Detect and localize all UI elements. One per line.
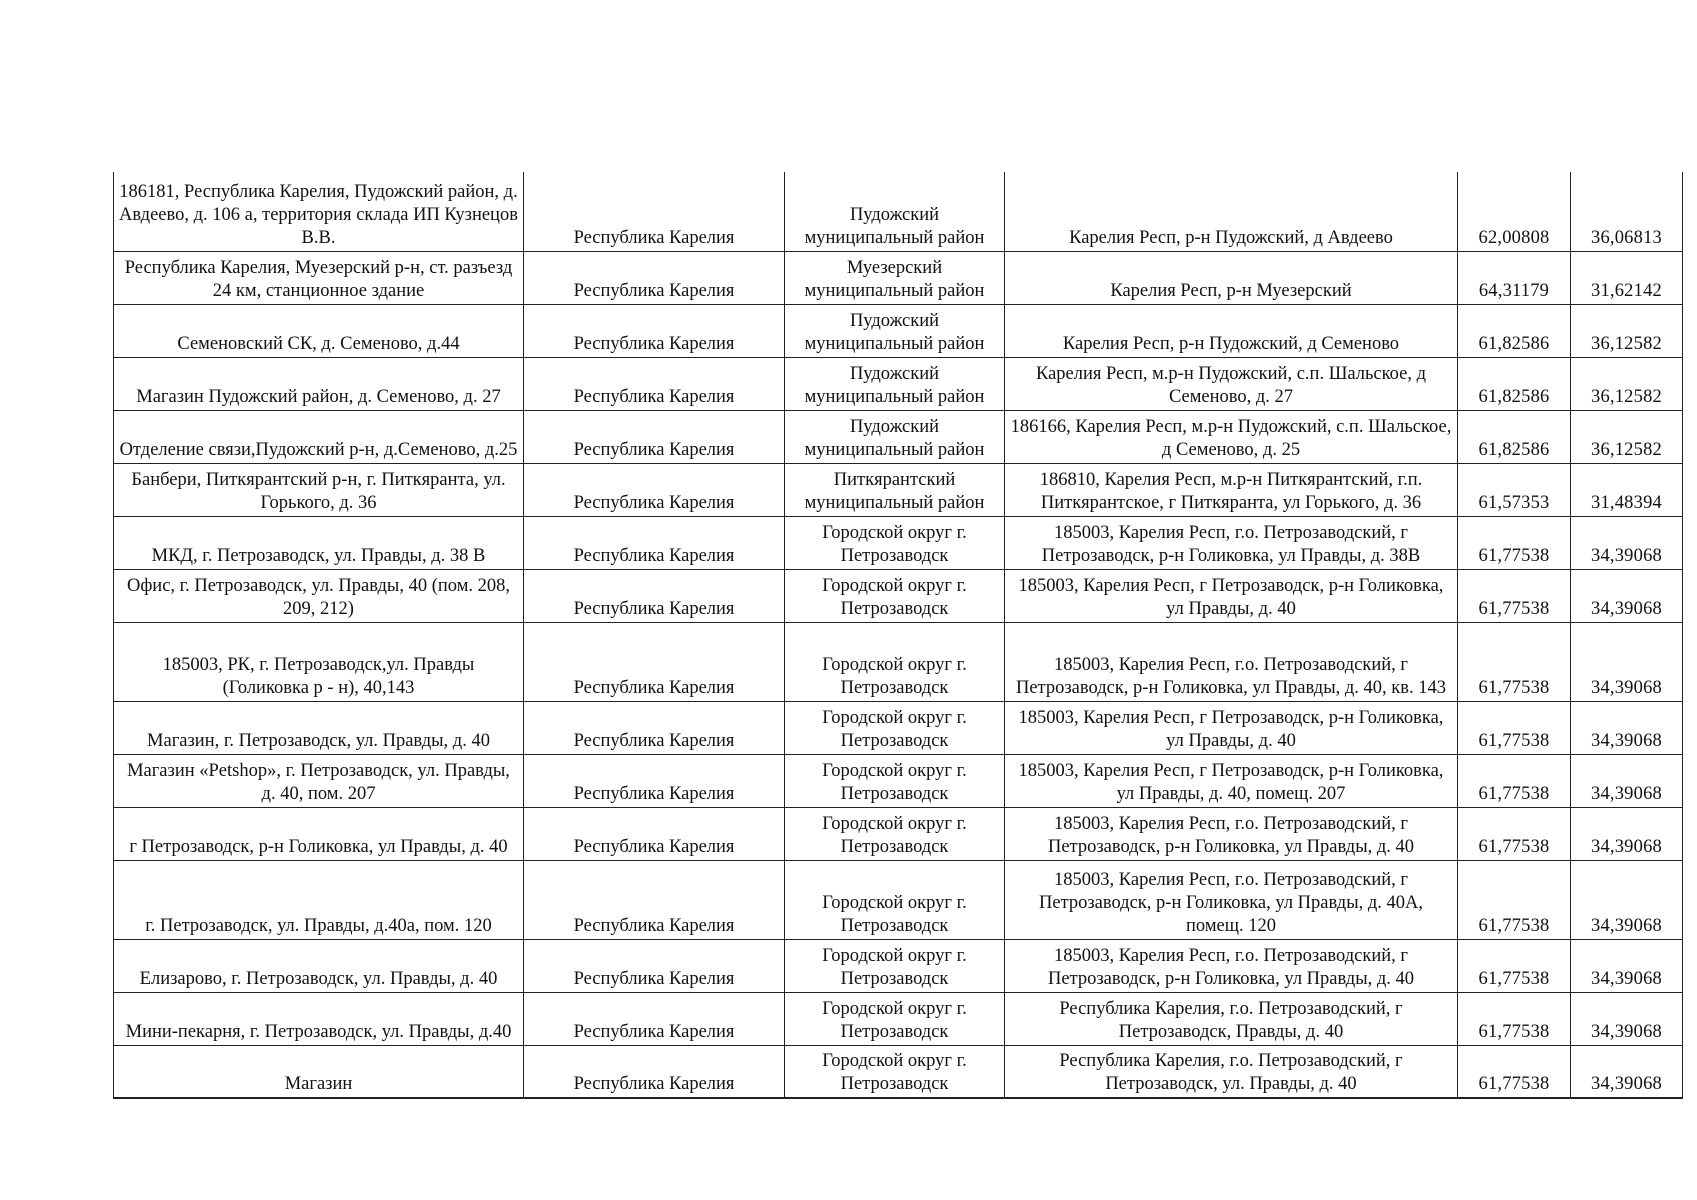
address-cell: Семеновский СК, д. Семеново, д.44 xyxy=(114,304,524,357)
address-cell: Банбери, Питкярантский р-н, г. Питкяранта, ул. Горького, д. 36 xyxy=(114,463,524,516)
normalized-address-cell: 185003, Карелия Респ, г.о. Петрозаводский, г Петрозаводск, р-н Голиковка, ул Правды, д. 40 xyxy=(1005,807,1458,860)
region-cell: Республика Карелия xyxy=(524,939,785,992)
normalized-address-cell: 185003, Карелия Респ, г Петрозаводск, р-н Голиковка, ул Правды, д. 40, помещ. 207 xyxy=(1005,754,1458,807)
region-cell: Республика Карелия xyxy=(524,754,785,807)
normalized-address-cell: 185003, Карелия Респ, г Петрозаводск, р-н Голиковка, ул Правды, д. 40 xyxy=(1005,701,1458,754)
region-cell: Республика Карелия xyxy=(524,463,785,516)
region-cell: Республика Карелия xyxy=(524,569,785,622)
district-cell: Пудожский муниципальный район xyxy=(785,357,1005,410)
district-cell: Городской округ г. Петрозаводск xyxy=(785,516,1005,569)
address-cell: Магазин xyxy=(114,1045,524,1098)
table-row xyxy=(114,992,1683,1045)
latitude-cell: 61,57353 xyxy=(1458,463,1571,516)
normalized-address-cell: 185003, Карелия Респ, г.о. Петрозаводский, г Петрозаводск, р-н Голиковка, ул Правды, д. 40 xyxy=(1005,939,1458,992)
table-row xyxy=(114,1045,1683,1098)
address-cell: Елизарово, г. Петрозаводск, ул. Правды, д. 40 xyxy=(114,939,524,992)
latitude-cell: 61,82586 xyxy=(1458,410,1571,463)
normalized-address-cell: 185003, Карелия Респ, г Петрозаводск, р-н Голиковка, ул Правды, д. 40 xyxy=(1005,569,1458,622)
district-cell: Городской округ г. Петрозаводск xyxy=(785,622,1005,701)
region-cell: Республика Карелия xyxy=(524,172,785,251)
latitude-cell: 61,82586 xyxy=(1458,304,1571,357)
address-cell: Офис, г. Петрозаводск, ул. Правды, 40 (пом. 208, 209, 212) xyxy=(114,569,524,622)
longitude-cell: 34,39068 xyxy=(1571,622,1683,701)
table-row xyxy=(114,410,1683,463)
longitude-cell: 36,12582 xyxy=(1571,410,1683,463)
table-row xyxy=(114,304,1683,357)
longitude-cell: 34,39068 xyxy=(1571,939,1683,992)
district-cell: Питкярантский муниципальный район xyxy=(785,463,1005,516)
table-row xyxy=(114,622,1683,701)
latitude-cell: 61,82586 xyxy=(1458,357,1571,410)
table-row xyxy=(114,701,1683,754)
longitude-cell: 36,06813 xyxy=(1571,172,1683,251)
longitude-cell: 34,39068 xyxy=(1571,569,1683,622)
address-cell: г Петрозаводск, р-н Голиковка, ул Правды, д. 40 xyxy=(114,807,524,860)
latitude-cell: 61,77538 xyxy=(1458,807,1571,860)
address-cell: Магазин Пудожский район, д. Семеново, д. 27 xyxy=(114,357,524,410)
address-cell: Республика Карелия, Муезерский р-н, ст. разъезд 24 км, станционное здание xyxy=(114,251,524,304)
district-cell: Городской округ г. Петрозаводск xyxy=(785,569,1005,622)
table-row xyxy=(114,569,1683,622)
normalized-address-cell: 186166, Карелия Респ, м.р-н Пудожский, с.п. Шальское, д Семеново, д. 25 xyxy=(1005,410,1458,463)
address-cell: 186181, Республика Карелия, Пудожский район, д. Авдеево, д. 106 а, территория склада ИП Кузнецов В.В. xyxy=(114,172,524,251)
district-cell: Городской округ г. Петрозаводск xyxy=(785,754,1005,807)
normalized-address-cell: Карелия Респ, р-н Пудожский, д Семеново xyxy=(1005,304,1458,357)
table-row xyxy=(114,357,1683,410)
region-cell: Республика Карелия xyxy=(524,410,785,463)
region-cell: Республика Карелия xyxy=(524,1045,785,1098)
latitude-cell: 61,77538 xyxy=(1458,754,1571,807)
latitude-cell: 61,77538 xyxy=(1458,860,1571,939)
longitude-cell: 34,39068 xyxy=(1571,701,1683,754)
district-cell: Пудожский муниципальный район xyxy=(785,172,1005,251)
table-row xyxy=(114,754,1683,807)
address-table xyxy=(113,172,1683,1099)
longitude-cell: 31,48394 xyxy=(1571,463,1683,516)
region-cell: Республика Карелия xyxy=(524,701,785,754)
normalized-address-cell: 185003, Карелия Респ, г.о. Петрозаводский, г Петрозаводск, р-н Голиковка, ул Правды, д. 40, кв. 143 xyxy=(1005,622,1458,701)
normalized-address-cell: 185003, Карелия Респ, г.о. Петрозаводский, г Петрозаводск, р-н Голиковка, ул Правды, д. 40А, помещ. 120 xyxy=(1005,860,1458,939)
address-cell: г. Петрозаводск, ул. Правды, д.40а, пом. 120 xyxy=(114,860,524,939)
address-cell: МКД, г. Петрозаводск, ул. Правды, д. 38 В xyxy=(114,516,524,569)
normalized-address-cell: Карелия Респ, р-н Пудожский, д Авдеево xyxy=(1005,172,1458,251)
region-cell: Республика Карелия xyxy=(524,992,785,1045)
address-cell: Отделение связи,Пудожский р-н, д.Семеново, д.25 xyxy=(114,410,524,463)
district-cell: Городской округ г. Петрозаводск xyxy=(785,1045,1005,1098)
normalized-address-cell: 186810, Карелия Респ, м.р-н Питкярантский, г.п. Питкярантское, г Питкяранта, ул Горького, д. 36 xyxy=(1005,463,1458,516)
longitude-cell: 31,62142 xyxy=(1571,251,1683,304)
region-cell: Республика Карелия xyxy=(524,622,785,701)
latitude-cell: 62,00808 xyxy=(1458,172,1571,251)
latitude-cell: 61,77538 xyxy=(1458,939,1571,992)
latitude-cell: 61,77538 xyxy=(1458,622,1571,701)
region-cell: Республика Карелия xyxy=(524,516,785,569)
district-cell: Городской округ г. Петрозаводск xyxy=(785,939,1005,992)
table-row xyxy=(114,463,1683,516)
address-cell: 185003, РК, г. Петрозаводск,ул. Правды (Голиковка р - н), 40,143 xyxy=(114,622,524,701)
district-cell: Городской округ г. Петрозаводск xyxy=(785,807,1005,860)
region-cell: Республика Карелия xyxy=(524,860,785,939)
district-cell: Городской округ г. Петрозаводск xyxy=(785,701,1005,754)
region-cell: Республика Карелия xyxy=(524,304,785,357)
latitude-cell: 61,77538 xyxy=(1458,701,1571,754)
table-row xyxy=(114,807,1683,860)
region-cell: Республика Карелия xyxy=(524,807,785,860)
normalized-address-cell: 185003, Карелия Респ, г.о. Петрозаводский, г Петрозаводск, р-н Голиковка, ул Правды, д. 38В xyxy=(1005,516,1458,569)
address-cell: Магазин «Petshop», г. Петрозаводск, ул. Правды, д. 40, пом. 207 xyxy=(114,754,524,807)
address-cell: Мини-пекарня, г. Петрозаводск, ул. Правды, д.40 xyxy=(114,992,524,1045)
table-row xyxy=(114,516,1683,569)
latitude-cell: 64,31179 xyxy=(1458,251,1571,304)
table-row xyxy=(114,860,1683,939)
region-cell: Республика Карелия xyxy=(524,357,785,410)
table-row xyxy=(114,251,1683,304)
table-row xyxy=(114,172,1683,251)
latitude-cell: 61,77538 xyxy=(1458,516,1571,569)
longitude-cell: 34,39068 xyxy=(1571,992,1683,1045)
longitude-cell: 36,12582 xyxy=(1571,304,1683,357)
longitude-cell: 34,39068 xyxy=(1571,860,1683,939)
district-cell: Пудожский муниципальный район xyxy=(785,410,1005,463)
latitude-cell: 61,77538 xyxy=(1458,1045,1571,1098)
longitude-cell: 34,39068 xyxy=(1571,516,1683,569)
table-body xyxy=(114,172,1683,1098)
normalized-address-cell: Республика Карелия, г.о. Петрозаводский, г Петрозаводск, Правды, д. 40 xyxy=(1005,992,1458,1045)
district-cell: Пудожский муниципальный район xyxy=(785,304,1005,357)
region-cell: Республика Карелия xyxy=(524,251,785,304)
table-row xyxy=(114,939,1683,992)
latitude-cell: 61,77538 xyxy=(1458,992,1571,1045)
normalized-address-cell: Карелия Респ, р-н Муезерский xyxy=(1005,251,1458,304)
normalized-address-cell: Карелия Респ, м.р-н Пудожский, с.п. Шальское, д Семеново, д. 27 xyxy=(1005,357,1458,410)
district-cell: Городской округ г. Петрозаводск xyxy=(785,992,1005,1045)
address-cell: Магазин, г. Петрозаводск, ул. Правды, д. 40 xyxy=(114,701,524,754)
district-cell: Городской округ г. Петрозаводск xyxy=(785,860,1005,939)
longitude-cell: 34,39068 xyxy=(1571,807,1683,860)
normalized-address-cell: Республика Карелия, г.о. Петрозаводский, г Петрозаводск, ул. Правды, д. 40 xyxy=(1005,1045,1458,1098)
longitude-cell: 34,39068 xyxy=(1571,1045,1683,1098)
longitude-cell: 36,12582 xyxy=(1571,357,1683,410)
longitude-cell: 34,39068 xyxy=(1571,754,1683,807)
district-cell: Муезерский муниципальный район xyxy=(785,251,1005,304)
latitude-cell: 61,77538 xyxy=(1458,569,1571,622)
